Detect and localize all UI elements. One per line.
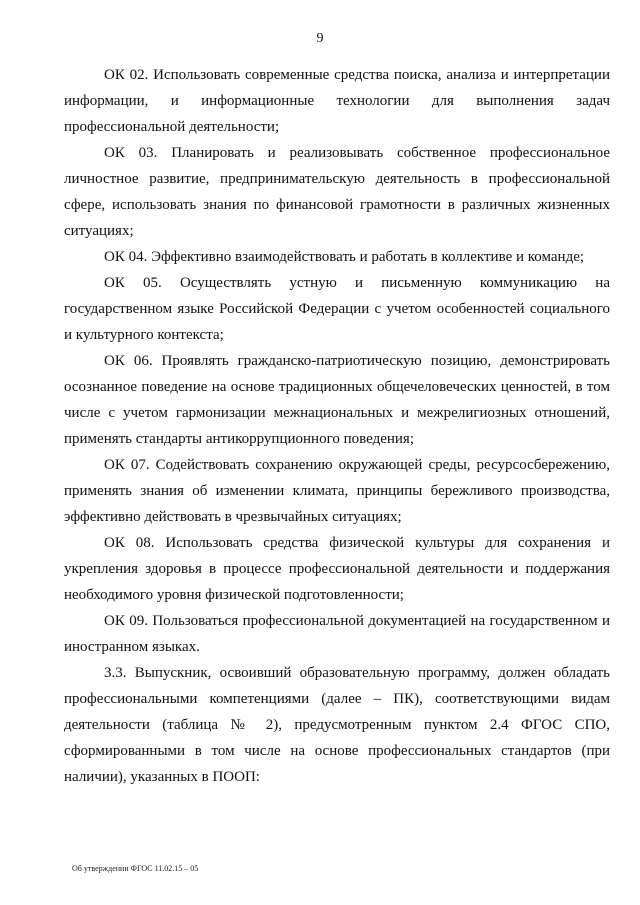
paragraph-ok-05: ОК 05. Осуществлять устную и письменную коммуникацию на государственном языке Российской Федерации с учетом особенностей социального и культурного контекста; [64,275,610,343]
paragraph-ok-06: ОК 06. Проявлять гражданско-патриотическую позицию, демонстрировать осознанное поведение на основе традиционных общечеловеческих ценностей, в том числе с учетом гармонизации межнациональных и межрелигиозных отношений, применять стандарты антикоррупционного поведения; [64,353,610,447]
paragraph-ok-07: ОК 07. Содействовать сохранению окружающей среды, ресурсосбережению, применять знания об изменении климата, принципы бережливого производства, эффективно действовать в чрезвычайных ситуациях; [64,457,610,525]
paragraph-ok-03: ОК 03. Планировать и реализовывать собственное профессиональное личностное развитие, предпринимательскую деятельность в профессиональной сфере, использовать знания по финансовой грамотности в различных жизненных ситуациях; [64,145,610,239]
document-body [64,62,610,790]
paragraph-3-3: 3.3. Выпускник, освоивший образовательную программу, должен обладать профессиональными компетенциями (далее – ПК), соответствующими видам деятельности (таблица № 2), предусмотренным пунктом 2.4 ФГОС СПО, сформированными в том числе на основе профессиональных стандартов (при наличии), указанных в ПООП: [64,665,610,785]
page-number: 9 [316,31,324,46]
footer-reference: Об утверждении ФГОС 11.02.15 – 05 [72,864,199,873]
paragraph-ok-09: ОК 09. Пользоваться профессиональной документацией на государственном и иностранном языках. [64,613,610,655]
paragraph-ok-08: ОК 08. Использовать средства физической культуры для сохранения и укрепления здоровья в процессе профессиональной деятельности и поддержания необходимого уровня физической подготовленности; [64,535,610,603]
paragraph-ok-04: ОК 04. Эффективно взаимодействовать и работать в коллективе и команде; [104,249,585,265]
paragraph-ok-02: ОК 02. Использовать современные средства поиска, анализа и интерпретации информации, и информационные технологии для выполнения задач профессиональной деятельности; [64,67,610,135]
